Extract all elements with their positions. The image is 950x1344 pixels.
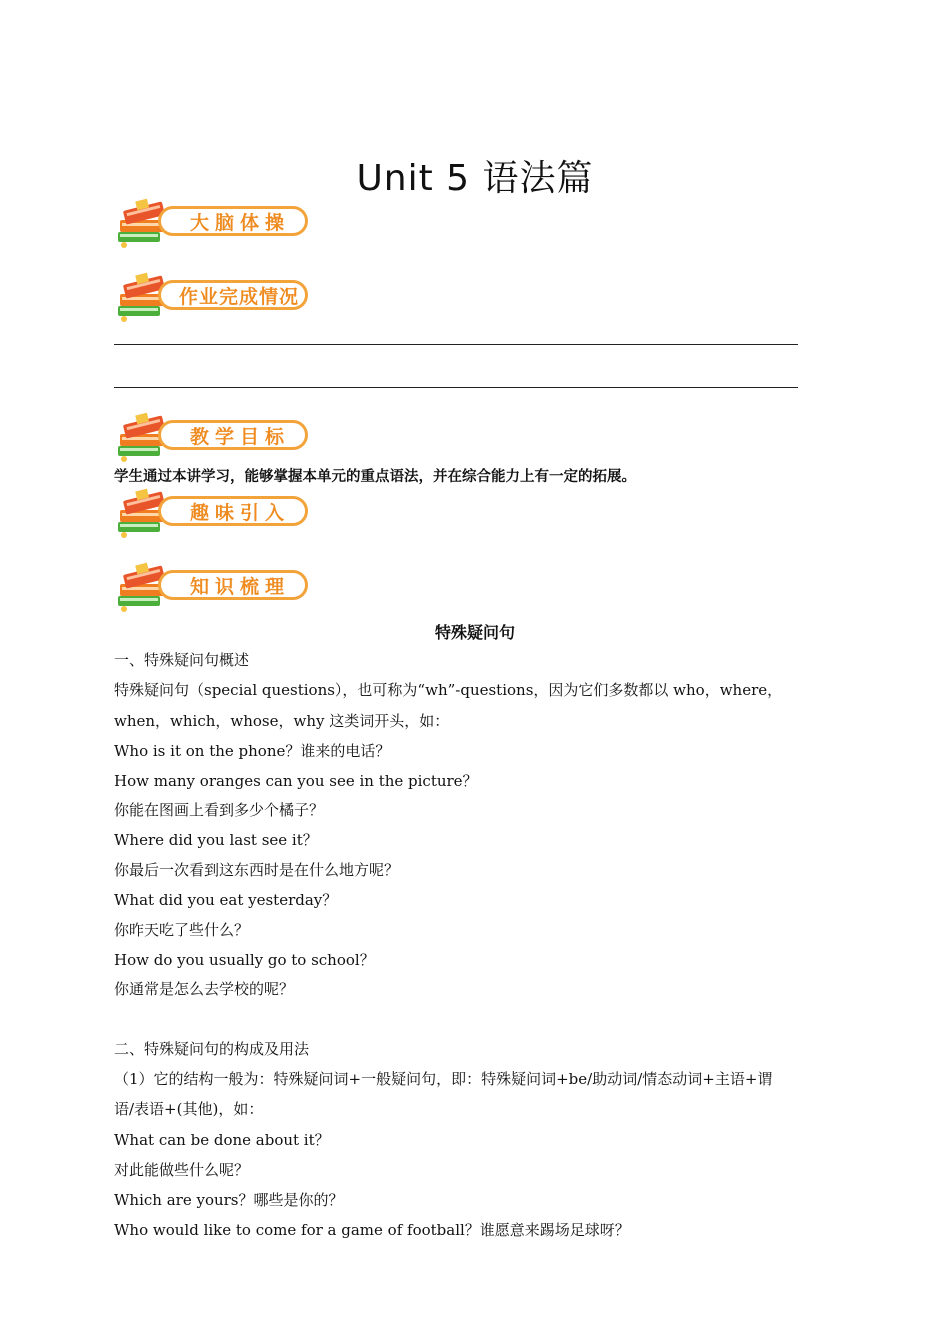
example-line: How do you usually go to school？ bbox=[114, 951, 375, 969]
answer-line bbox=[114, 387, 798, 388]
part1-heading: 一、特殊疑问句概述 bbox=[114, 651, 250, 669]
badge-label: 趣味引入 bbox=[158, 496, 308, 526]
example-line: What did you eat yesterday？ bbox=[114, 891, 338, 909]
example-line: Where did you last see it？ bbox=[114, 831, 318, 849]
badge-fun-intro bbox=[114, 488, 310, 540]
section-title: 特殊疑问句 bbox=[434, 623, 515, 642]
answer-line bbox=[114, 344, 798, 345]
example-line: Which are yours？哪些是你的？ bbox=[114, 1191, 344, 1209]
example-line: 对此能做些什么呢？ bbox=[114, 1161, 250, 1179]
example-line: 你通常是怎么去学校的呢？ bbox=[114, 980, 295, 998]
badge-label: 教学目标 bbox=[158, 420, 308, 450]
part1-intro-line1: 特殊疑问句（special questions），也可称为“wh”-questions，因为它们多数都以 who，where， bbox=[114, 681, 783, 699]
badge-brain-exercise bbox=[114, 198, 310, 250]
badge-label: 大脑体操 bbox=[158, 206, 308, 236]
badge-homework-status bbox=[114, 272, 310, 324]
example-line: 你昨天吃了些什么？ bbox=[114, 921, 250, 939]
badge-label: 知识梳理 bbox=[158, 570, 308, 600]
part2-heading: 二、特殊疑问句的构成及用法 bbox=[114, 1040, 310, 1058]
part2-rule-line2: 语/表语+(其他)，如： bbox=[114, 1100, 264, 1118]
example-line: 你能在图画上看到多少个橘子？ bbox=[114, 801, 325, 819]
example-line: How many oranges can you see in the picture？ bbox=[114, 772, 478, 790]
example-line: Who would like to come for a game of football？谁愿意来踢场足球呀？ bbox=[114, 1221, 630, 1239]
badge-label: 作业完成情况 bbox=[158, 280, 308, 310]
example-line: Who is it on the phone？谁来的电话？ bbox=[114, 742, 391, 760]
part2-rule-line1: （1）它的结构一般为：特殊疑问词+一般疑问句，即：特殊疑问词+be/助动词/情态动词+主语+谓 bbox=[114, 1070, 773, 1088]
goal-text: 学生通过本讲学习，能够掌握本单元的重点语法，并在综合能力上有一定的拓展。 bbox=[114, 469, 636, 485]
badge-knowledge-review bbox=[114, 562, 310, 614]
badge-teaching-goals bbox=[114, 412, 310, 464]
example-line: What can be done about it？ bbox=[114, 1131, 330, 1149]
example-line: 你最后一次看到这东西时是在什么地方呢？ bbox=[114, 861, 400, 879]
page-title: Unit 5 语法篇 bbox=[356, 158, 594, 199]
part1-intro-line2: when，which，whose，why 这类词开头，如： bbox=[114, 712, 450, 730]
